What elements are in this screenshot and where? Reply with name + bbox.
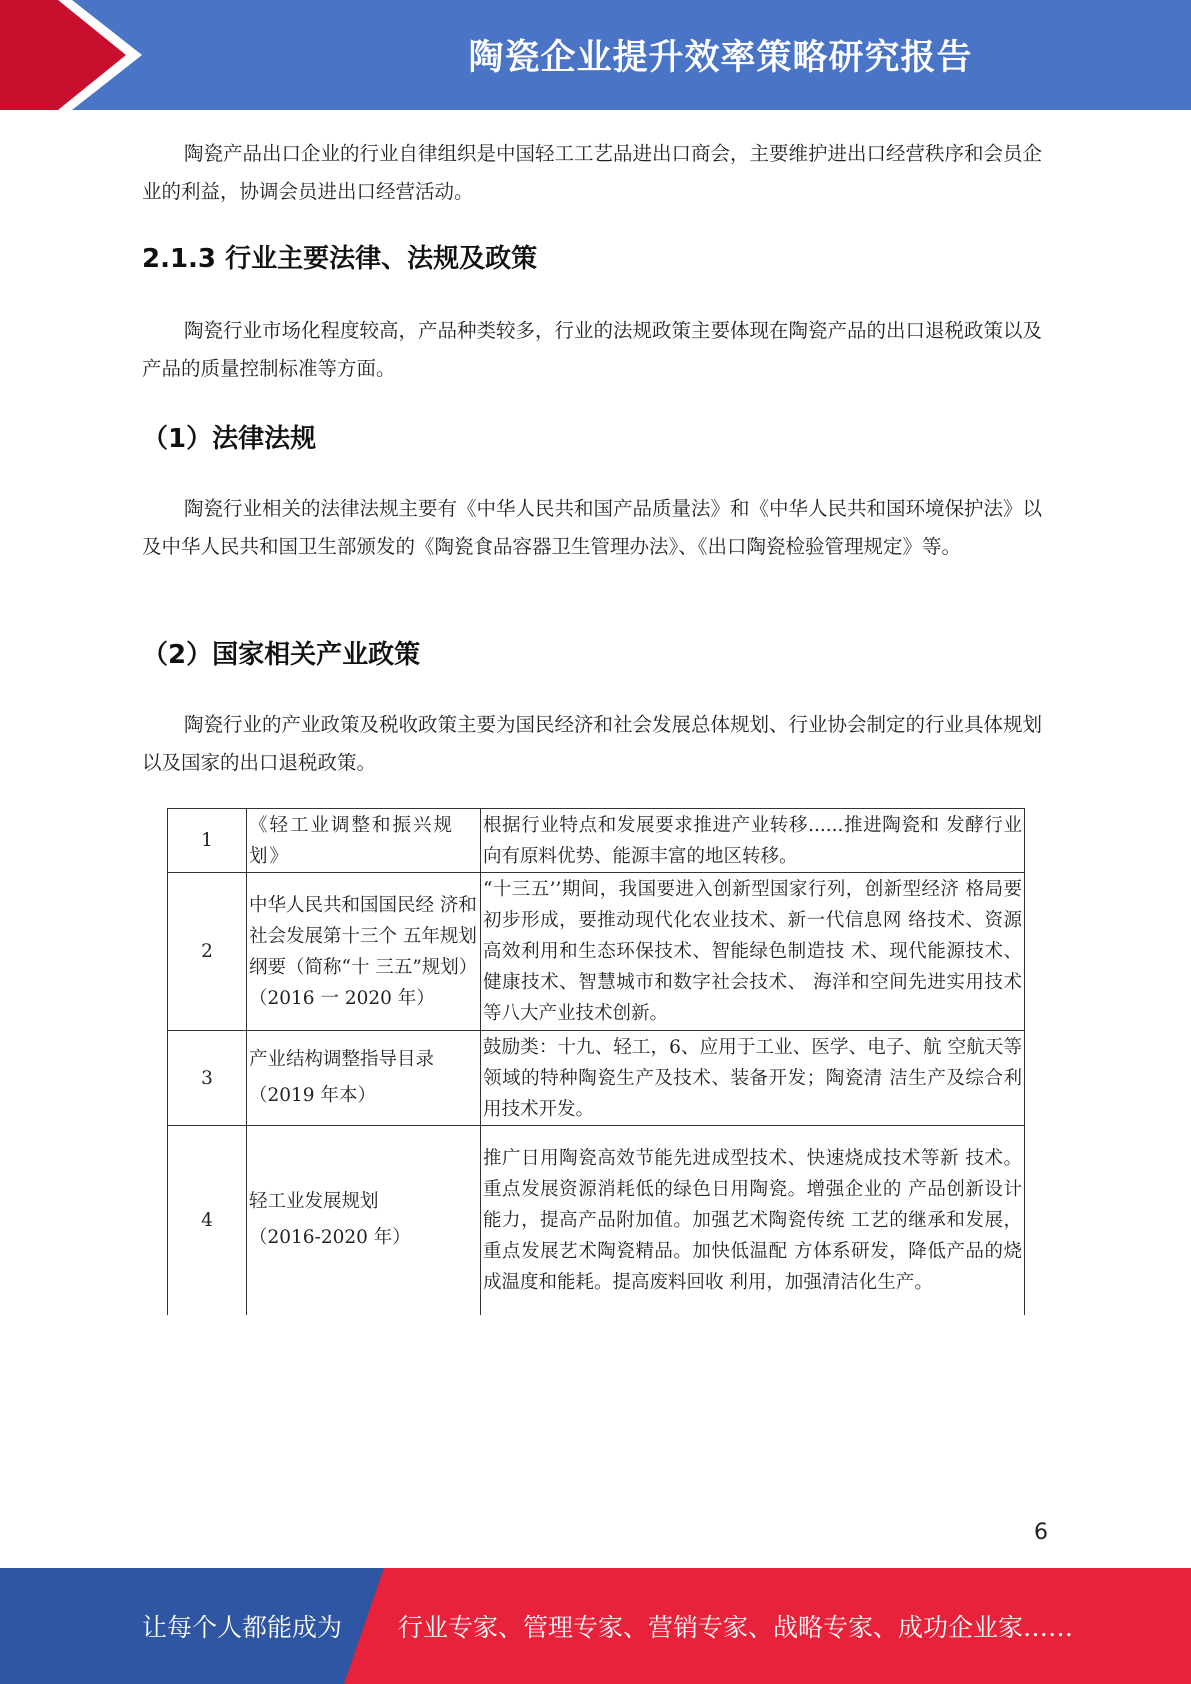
table-row xyxy=(168,1126,1025,1315)
policy-name xyxy=(247,1031,481,1126)
table-row xyxy=(168,873,1025,1031)
policy-name-line: （2019 年本） xyxy=(249,1085,376,1106)
policy-table xyxy=(167,808,1025,1315)
section-heading-2-1-3: 2.1.3 行业主要法律、法规及政策 xyxy=(142,244,538,274)
policies-heading: （2）国家相关产业政策 xyxy=(142,640,421,670)
policy-name-line: （2016-2020 年） xyxy=(249,1227,411,1249)
policy-name-line: 轻工业发展规划 xyxy=(249,1191,379,1213)
header-arrow-graphic xyxy=(0,0,160,110)
row-number: 2 xyxy=(168,873,247,1031)
policy-name: 《轻工业调整和振兴规划》 xyxy=(247,809,481,873)
policy-content: 推广日用陶瓷高效节能先进成型技术、快速烧成技术等新 技术。重点发展资源消耗低的绿色日用陶瓷。增强企业的 产品创新设计能力，提高产品附加值。加强艺术陶瓷传统 工艺的继承和发展，重点发展艺术陶瓷精品。加快低温配 方体系研发，降低产品的烧成温度和能耗。提高废料回收 利用，加强清洁化生产。 xyxy=(481,1126,1025,1315)
table-row xyxy=(168,809,1025,873)
header-band xyxy=(0,0,1191,110)
laws-heading: （1）法律法规 xyxy=(142,424,317,454)
section-2-1-3-paragraph: 陶瓷行业市场化程度较高，产品种类较多，行业的法规政策主要体现在陶瓷产品的出口退税政策以及产品的质量控制标准等方面。 xyxy=(142,319,1043,380)
policy-content: “十三五’’期间，我国要进入创新型国家行列，创新型经济 格局要初步形成，要推动现代化农业技术、新一代信息网 络技术、资源高效利用和生态环保技术、智能绿色制造技 术、现代能源技术、健康技术、智慧城市和数字社会技术、 海洋和空间先进实用技术等八大产业技术创新。 xyxy=(481,873,1025,1031)
policy-name: 中华人民共和国国民经 济和社会发展第十三个 五年规划纲要（简称“十 三五”规划）（2016 一 2020 年） xyxy=(247,873,481,1031)
footer-slogan-left: 让每个人都能成为 xyxy=(142,1613,343,1642)
row-number: 4 xyxy=(168,1126,247,1315)
table-row xyxy=(168,1031,1025,1126)
row-number: 3 xyxy=(168,1031,247,1126)
page-number: 6 xyxy=(1034,1520,1048,1545)
row-number: 1 xyxy=(168,809,247,873)
intro-paragraph: 陶瓷产品出口企业的行业自律组织是中国轻工工艺品进出口商会，主要维护进出口经营秩序和会员企业的利益，协调会员进出口经营活动。 xyxy=(142,142,1043,203)
footer-band xyxy=(0,1568,1191,1684)
report-title: 陶瓷企业提升效率策略研究报告 xyxy=(468,38,973,78)
policy-name-line: 产业结构调整指导目录 xyxy=(249,1049,435,1070)
policies-paragraph: 陶瓷行业的产业政策及税收政策主要为国民经济和社会发展总体规划、行业协会制定的行业具体规划以及国家的出口退税政策。 xyxy=(142,713,1043,774)
policy-name xyxy=(247,1126,481,1315)
footer-slogan-right: 行业专家、管理专家、营销专家、战略专家、成功企业家…… xyxy=(398,1613,1074,1642)
laws-paragraph: 陶瓷行业相关的法律法规主要有《中华人民共和国产品质量法》和《中华人民共和国环境保护法》以及中华人民共和国卫生部颁发的《陶瓷食品容器卫生管理办法》、《出口陶瓷检验管理规定》等。 xyxy=(142,497,1043,558)
policy-content: 根据行业特点和发展要求推进产业转移......推进陶瓷和 发酵行业向有原料优势、能源丰富的地区转移。 xyxy=(481,809,1025,873)
policy-content: 鼓励类：十九、轻工，6、应用于工业、医学、电子、航 空航天等领域的特种陶瓷生产及技术、装备开发；陶瓷清 洁生产及综合利用技术开发。 xyxy=(481,1031,1025,1126)
